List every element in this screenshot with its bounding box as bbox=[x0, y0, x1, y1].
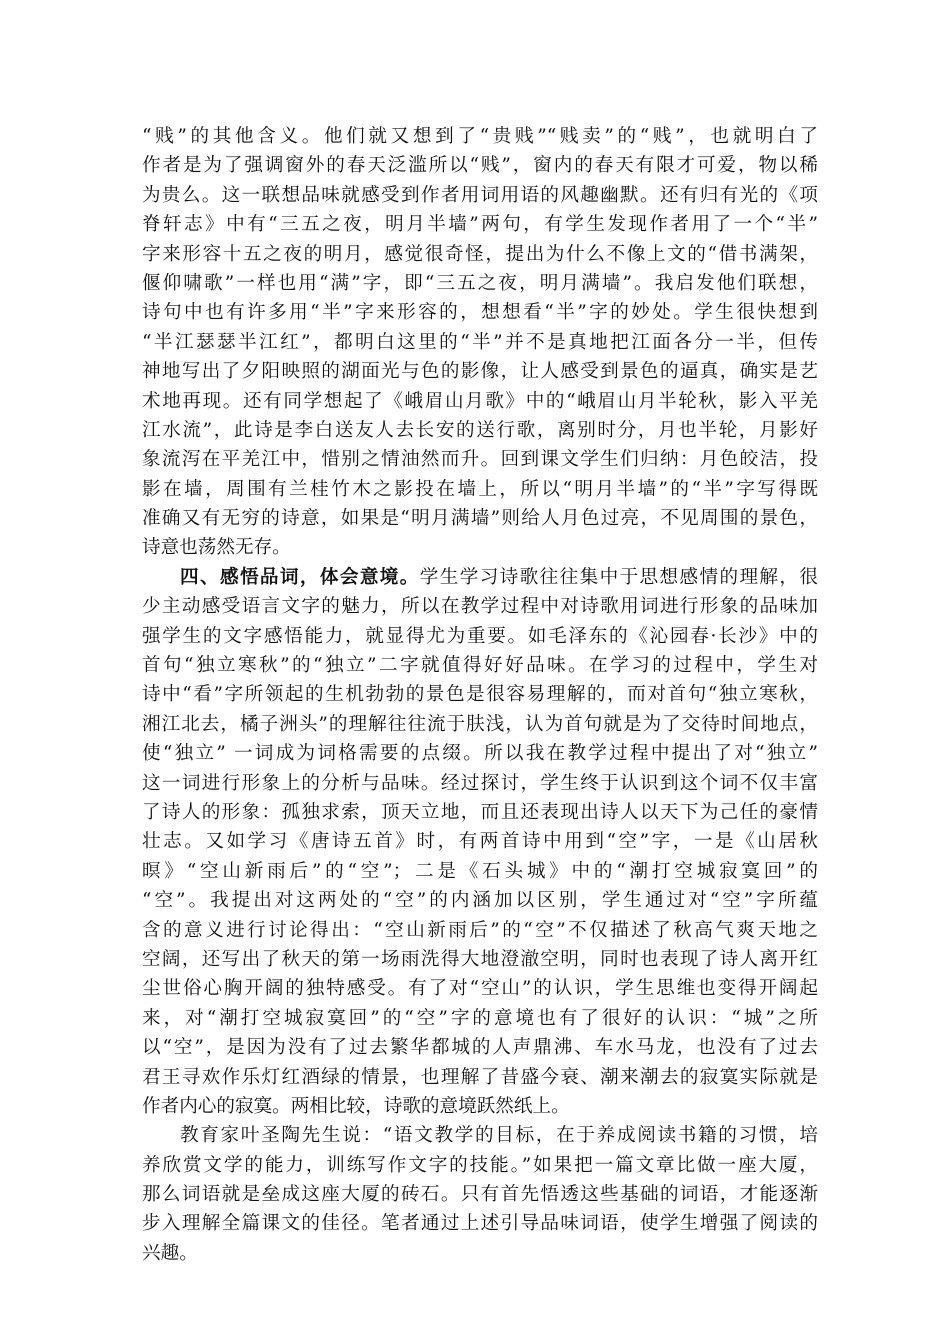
text-line: 养欣赏文学的能力，训练写作文字的技能。”如果把一篇文章比做一座大厦， bbox=[142, 1154, 818, 1176]
section-first-line-text: 学生学习诗歌往往集中于思想感情的理解，很 bbox=[419, 566, 818, 588]
text-line: “空”。我提出对这两处的“空”的内涵加以区别，学生通过对“空”字所蕴 bbox=[142, 890, 818, 912]
section-four-paragraph bbox=[142, 563, 818, 1121]
text-line: 那么词语就是垒成这座大厦的砖石。只有首先悟透这些基础的词语，才能逐渐 bbox=[142, 1184, 818, 1206]
text-line: 步入理解全篇课文的佳径。笔者通过上述引导品味词语，使学生增强了阅读的 bbox=[142, 1213, 818, 1235]
text-line: 这一词进行形象上的分析与品味。经过探讨，学生终于认识到这个词不仅丰富 bbox=[142, 772, 818, 794]
text-line: 神地写出了夕阳映照的湖面光与色的影像，让人感受到景色的逼真，确实是艺 bbox=[142, 361, 818, 383]
text-line: “贱”的其他含义。他们就又想到了“贵贱”“贱卖”的“贱”，也就明白了 bbox=[142, 126, 818, 147]
text-line: 脊轩志》中有“三五之夜，明月半墙”两句，有学生发现作者用了一个“半” bbox=[142, 214, 818, 236]
text-line: 首句“独立寒秋”的“独立”二字就值得好好品味。在学习的过程中，学生对 bbox=[142, 655, 818, 677]
text-line: 偃仰啸歌”一样也用“满”字，即“三五之夜，明月满墙”。我启发他们联想， bbox=[142, 272, 818, 294]
text-line: 暝》“空山新雨后”的“空”；二是《石头城》中的“潮打空城寂寞回”的 bbox=[142, 860, 818, 882]
text-line: 江水流”，此诗是李白送友人去长安的送行歌，离别时分，月也半轮，月影好 bbox=[142, 419, 818, 441]
text-line: “半江瑟瑟半江红”，都明白这里的“半”并不是真地把江面各分一半，但传 bbox=[142, 331, 818, 353]
text-line: 壮志。又如学习《唐诗五首》时，有两首诗中用到“空”字，一是《山居秋 bbox=[142, 831, 818, 853]
text-line: 少主动感受语言文字的魅力，所以在教学过程中对诗歌用词进行形象的品味加 bbox=[142, 596, 818, 618]
text-line: 教育家叶圣陶先生说：“语文教学的目标，在于养成阅读书籍的习惯，培 bbox=[180, 1125, 818, 1147]
text-line: 含的意义进行讨论得出：“空山新雨后”的“空”不仅描述了秋高气爽天地之 bbox=[142, 919, 818, 941]
text-line bbox=[142, 563, 818, 592]
text-line: 准确又有无穷的诗意，如果是“明月满墙”则给人月色过亮，不见周围的景色， bbox=[142, 508, 818, 530]
text-line: 以“空”，是因为没有了过去繁华都城的人声鼎沸、车水马龙，也没有了过去 bbox=[142, 1037, 818, 1059]
text-line: 了诗人的形象：孤独求索，顶天立地，而且还表现出诗人以天下为己任的豪情 bbox=[142, 801, 818, 823]
conclusion-paragraph bbox=[142, 1121, 818, 1268]
text-line: 作者是为了强调窗外的春天泛滥所以“贱”，窗内的春天有限才可爱，物以稀 bbox=[142, 155, 818, 177]
text-line: 作者内心的寂寞。两相比较，诗歌的意境跃然纸上。 bbox=[142, 1095, 570, 1117]
text-line: 术地再现。还有同学想起了《峨眉山月歌》中的“峨眉山月半轮秋，影入平羌 bbox=[142, 390, 818, 412]
text-line: 象流泻在平羌江中，惜别之情油然而升。回到课文学生们归纳：月色皎洁，投 bbox=[142, 449, 818, 471]
paragraph-continuation bbox=[142, 122, 818, 563]
text-line: 诗中“看”字所领起的生机勃勃的景色是很容易理解的，而对首句“独立寒秋， bbox=[142, 684, 818, 706]
text-line: 为贵么。这一联想品味就感受到作者用词用语的风趣幽默。还有归有光的《项 bbox=[142, 184, 818, 206]
text-line: 君王寻欢作乐灯红酒绿的情景，也理解了昔盛今衰、潮来潮去的寂寞实际就是 bbox=[142, 1066, 818, 1088]
text-line: 影在墙，周围有兰桂竹木之影投在墙上，所以“明月半墙”的“半”字写得既 bbox=[142, 478, 818, 500]
text-line: 空阔，还写出了秋天的第一场雨洗得大地澄澈空明，同时也表现了诗人离开红 bbox=[142, 948, 818, 970]
text-line: 湘江北去，橘子洲头”的理解往往流于肤浅，认为首句就是为了交待时间地点， bbox=[142, 713, 818, 735]
text-line: 使“独立” 一词成为词格需要的点缀。所以我在教学过程中提出了对“独立” bbox=[142, 743, 818, 765]
text-line: 诗意也荡然无存。 bbox=[142, 537, 291, 559]
text-line: 尘世俗心胸开阔的独特感受。有了对“空山”的认识，学生思维也变得开阔起 bbox=[142, 978, 818, 1000]
document-body bbox=[142, 122, 818, 1268]
text-line: 来，对“潮打空城寂寞回”的“空”字的意境也有了很好的认识：“城”之所 bbox=[142, 1007, 818, 1029]
section-heading: 四、感悟品词，体会意境。 bbox=[180, 566, 420, 588]
text-line: 兴趣。 bbox=[142, 1242, 198, 1264]
text-line: 强学生的文字感悟能力，就显得尤为重要。如毛泽东的《沁园春·长沙》中的 bbox=[142, 625, 818, 647]
text-line: 字来形容十五之夜的明月，感觉很奇怪，提出为什么不像上文的“借书满架， bbox=[142, 243, 818, 265]
text-line: 诗句中也有许多用“半”字来形容的，想想看“半”字的妙处。学生很快想到 bbox=[142, 302, 818, 324]
